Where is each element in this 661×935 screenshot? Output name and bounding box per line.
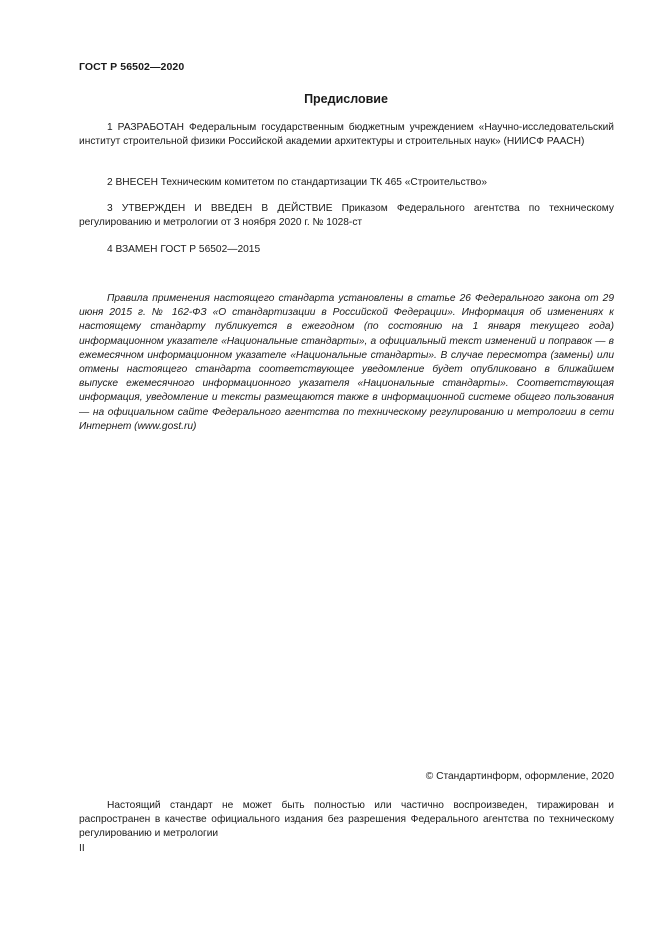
foreword-item-4: 4 ВЗАМЕН ГОСТ Р 56502—2015	[107, 244, 261, 255]
copyright-notice: © Стандартинформ, оформление, 2020	[425, 771, 614, 782]
foreword-item-3: 3 УТВЕРЖДЕН И ВВЕДЕН В ДЕЙСТВИЕ Приказом Федерального агентства по техническому регулированию и метрологии от 3 ноября 2020 г. № 1028-ст	[79, 203, 614, 229]
standard-application-rules: Правила применения настоящего стандарта установлены в статье 26 Федерального закона от 29 июня 2015 г. № 162-ФЗ «О стандартизации в Российской Федерации». Информация об изменениях к настоящему стандарту публикуется в ежегодном (по состоянию на 1 января текущего года) информационном указателе «Национальные стандарты», а официальный текст изменений и поправок — в ежемесячном информационном указателе «Национальные стандарты». В случае пересмотра (замены) или отмены настоящего стандарта соответствующее уведомление будет опубликовано в ближайшем выпуске ежемесячного информационного указателя «Национальные стандарты». Соответствующая информация, уведомление и тексты размещаются также в информационной системе общего пользования — на официальном сайте Федерального агентства по техническому регулированию и метрологии в сети Интернет (www.gost.ru)	[79, 293, 614, 432]
section-title: Предисловие	[304, 92, 388, 106]
foreword-item-1: 1 РАЗРАБОТАН Федеральным государственным бюджетным учреждением «Научно-исследовательский институт строительной физики Российской академии архитектуры и строительных наук» (НИИСФ РААСН)	[79, 122, 614, 148]
foreword-item-2: 2 ВНЕСЕН Техническим комитетом по стандартизации ТК 465 «Строительство»	[107, 177, 487, 188]
reproduction-notice: Настоящий стандарт не может быть полностью или частично воспроизведен, тиражирован и распространен в качестве официального издания без разрешения Федерального агентства по техническому регулированию и метрологии	[79, 800, 614, 839]
page-number: II	[79, 843, 85, 854]
document-code: ГОСТ Р 56502—2020	[79, 61, 185, 73]
